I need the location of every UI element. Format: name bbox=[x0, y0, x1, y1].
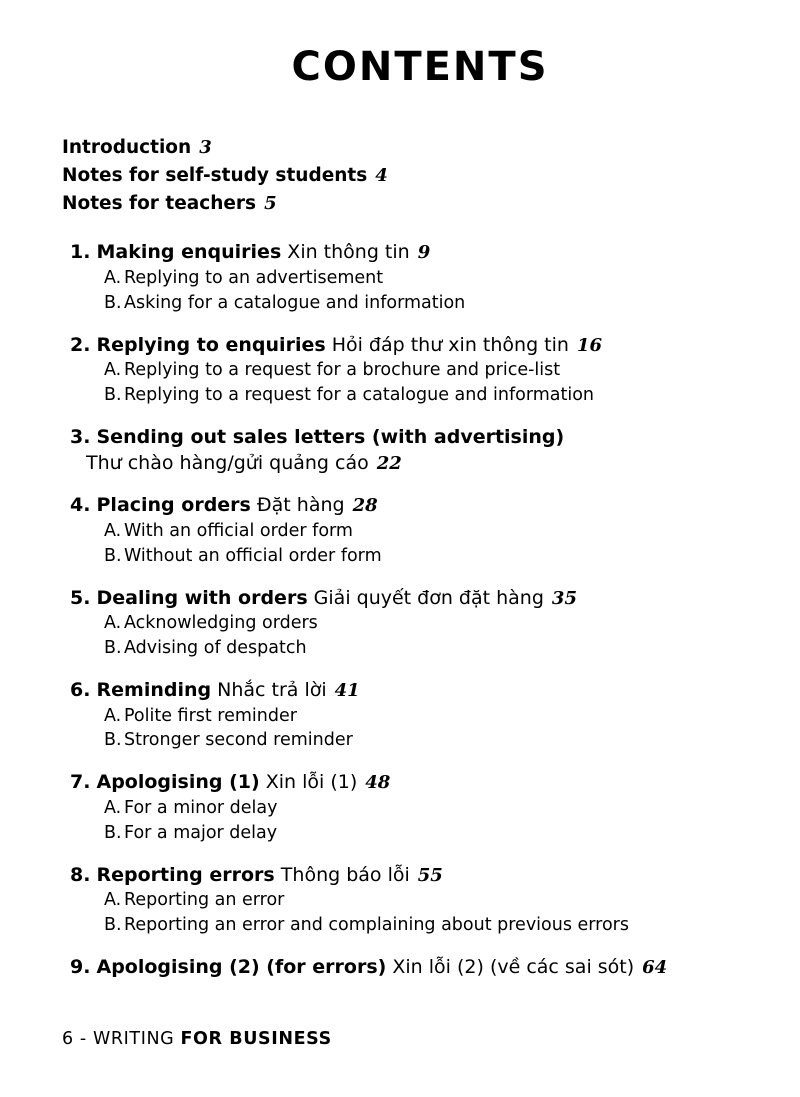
list-item[interactable] bbox=[104, 266, 744, 291]
footer-page-number: 6 bbox=[62, 1029, 74, 1049]
front-matter-label: Introduction bbox=[62, 137, 192, 158]
page-number: 48 bbox=[365, 772, 391, 794]
subsection-letter: A. bbox=[104, 797, 122, 818]
chapter-heading[interactable] bbox=[70, 333, 744, 359]
list-item[interactable] bbox=[62, 162, 744, 190]
chapter-title-vi: Nhắc trả lời bbox=[217, 678, 327, 701]
page-number: 9 bbox=[417, 242, 431, 264]
chapter-heading[interactable] bbox=[70, 955, 744, 981]
subsection-text: Replying to a request for a brochure and price-list bbox=[124, 360, 561, 381]
subsection-letter: B. bbox=[104, 385, 122, 406]
chapter-title-vi: Giải quyết đơn đặt hàng bbox=[313, 586, 544, 609]
chapter-title-en: Making enquiries bbox=[96, 241, 282, 264]
chapter-number: 1. bbox=[70, 241, 91, 264]
list-item[interactable] bbox=[104, 821, 744, 846]
chapter-number: 2. bbox=[70, 333, 91, 356]
toc-chapter-2 bbox=[62, 333, 744, 408]
subsection-letter: A. bbox=[104, 613, 122, 634]
subsection-letter: B. bbox=[104, 730, 122, 751]
chapter-number: 6. bbox=[70, 678, 91, 701]
list-item[interactable] bbox=[104, 913, 744, 938]
subsection-letter: B. bbox=[104, 638, 122, 659]
footer-title-bold: FOR BUSINESS bbox=[180, 1029, 332, 1049]
chapter-number: 9. bbox=[70, 955, 91, 978]
chapter-heading[interactable] bbox=[70, 863, 744, 889]
page-footer bbox=[62, 1029, 332, 1049]
subsection-text: Replying to an advertisement bbox=[124, 267, 384, 288]
subsection-text: Polite first reminder bbox=[124, 705, 297, 726]
chapter-title-vi: Thư chào hàng/gửi quảng cáo bbox=[86, 451, 369, 474]
toc-chapter-1 bbox=[62, 240, 744, 315]
subsection-text: Replying to a request for a catalogue and information bbox=[124, 385, 595, 406]
subsection-text: Asking for a catalogue and information bbox=[124, 292, 466, 313]
chapter-number: 5. bbox=[70, 586, 91, 609]
subsection-letter: A. bbox=[104, 360, 122, 381]
chapter-title-vi: Xin lỗi (2) (về các sai sót) bbox=[392, 955, 635, 978]
subsection-letter: B. bbox=[104, 915, 122, 936]
subsection-text: For a minor delay bbox=[124, 797, 278, 818]
toc-chapter-8 bbox=[62, 863, 744, 938]
subsection-text: Advising of despatch bbox=[124, 638, 307, 659]
chapter-number: 3. bbox=[70, 425, 91, 448]
chapter-title-vi: Thông báo lỗi bbox=[280, 863, 410, 886]
front-matter-label: Notes for teachers bbox=[62, 193, 257, 215]
subsection-letter: B. bbox=[104, 545, 122, 566]
chapter-title-en: Placing orders bbox=[96, 494, 251, 517]
chapter-heading[interactable] bbox=[70, 425, 744, 451]
subsection-text: With an official order form bbox=[124, 520, 353, 541]
subsection-text: For a major delay bbox=[124, 822, 278, 843]
chapter-number: 7. bbox=[70, 771, 91, 794]
front-matter-label: Notes for self-study students bbox=[62, 165, 368, 187]
chapter-title-en: Reporting errors bbox=[96, 863, 275, 886]
footer-title-light: WRITING bbox=[93, 1029, 175, 1049]
page-number: 22 bbox=[376, 452, 402, 474]
subsection-text: Without an official order form bbox=[124, 545, 382, 566]
page-number: 35 bbox=[551, 587, 577, 609]
front-matter-list bbox=[62, 134, 744, 218]
page-number: 5 bbox=[264, 193, 277, 215]
list-item[interactable] bbox=[104, 888, 744, 913]
page-title: CONTENTS bbox=[291, 44, 549, 90]
subsection-letter: A. bbox=[104, 890, 122, 911]
subsection-letter: A. bbox=[104, 705, 122, 726]
page-number: 41 bbox=[334, 679, 360, 701]
list-item[interactable] bbox=[104, 704, 744, 729]
list-item[interactable] bbox=[104, 383, 744, 408]
chapter-title-en: Reminding bbox=[96, 678, 212, 701]
chapter-title-vi: Hỏi đáp thư xin thông tin bbox=[331, 333, 569, 356]
chapter-heading[interactable] bbox=[70, 240, 744, 266]
chapter-title-en: Sending out sales letters (with advertising) bbox=[96, 425, 565, 448]
toc-chapter-5 bbox=[62, 586, 744, 661]
chapter-title-vi: Xin lỗi (1) bbox=[265, 771, 358, 794]
chapter-heading-continued[interactable] bbox=[86, 451, 744, 477]
page-number: 4 bbox=[375, 165, 388, 187]
list-item[interactable] bbox=[104, 636, 744, 661]
list-item[interactable] bbox=[104, 728, 744, 753]
page-number: 16 bbox=[576, 334, 603, 356]
chapter-title-en: Apologising (2) (for errors) bbox=[96, 955, 387, 978]
chapter-title-vi: Xin thông tin bbox=[287, 241, 410, 264]
chapter-title-vi: Đặt hàng bbox=[256, 494, 345, 517]
footer-separator: - bbox=[79, 1029, 87, 1049]
chapter-heading[interactable] bbox=[70, 678, 744, 704]
toc-chapter-9 bbox=[62, 955, 744, 981]
chapter-number: 4. bbox=[70, 494, 91, 517]
list-item[interactable] bbox=[104, 796, 744, 821]
subsection-letter: A. bbox=[104, 520, 122, 541]
toc-chapter-3 bbox=[62, 425, 744, 476]
page-number: 55 bbox=[417, 864, 443, 886]
list-item[interactable] bbox=[104, 358, 744, 383]
list-item[interactable] bbox=[104, 611, 744, 636]
list-item[interactable] bbox=[62, 134, 744, 162]
chapter-heading[interactable] bbox=[70, 770, 744, 796]
list-item[interactable] bbox=[104, 544, 744, 569]
subsection-text: Stronger second reminder bbox=[124, 730, 353, 751]
subsection-text: Reporting an error and complaining about previous errors bbox=[124, 915, 629, 936]
chapter-title-en: Replying to enquiries bbox=[96, 333, 326, 356]
subsection-letter: B. bbox=[104, 822, 122, 843]
toc-chapter-7 bbox=[62, 770, 744, 845]
subsection-text: Acknowledging orders bbox=[124, 613, 318, 634]
table-of-contents bbox=[0, 134, 800, 981]
chapter-heading[interactable] bbox=[70, 586, 744, 612]
list-item[interactable] bbox=[104, 519, 744, 544]
chapter-title-en: Dealing with orders bbox=[96, 586, 308, 609]
chapter-heading[interactable] bbox=[70, 493, 744, 519]
chapter-number: 8. bbox=[70, 863, 91, 886]
subsection-letter: A. bbox=[104, 267, 122, 288]
subsection-letter: B. bbox=[104, 292, 122, 313]
chapter-title-en: Apologising (1) bbox=[96, 771, 260, 794]
page-number: 28 bbox=[352, 495, 378, 517]
toc-chapter-6 bbox=[62, 678, 744, 753]
page-number: 64 bbox=[642, 956, 668, 978]
subsection-text: Reporting an error bbox=[124, 890, 285, 911]
toc-chapter-4 bbox=[62, 493, 744, 568]
list-item[interactable] bbox=[104, 291, 744, 316]
list-item[interactable] bbox=[62, 190, 744, 218]
page-number: 3 bbox=[199, 137, 212, 158]
